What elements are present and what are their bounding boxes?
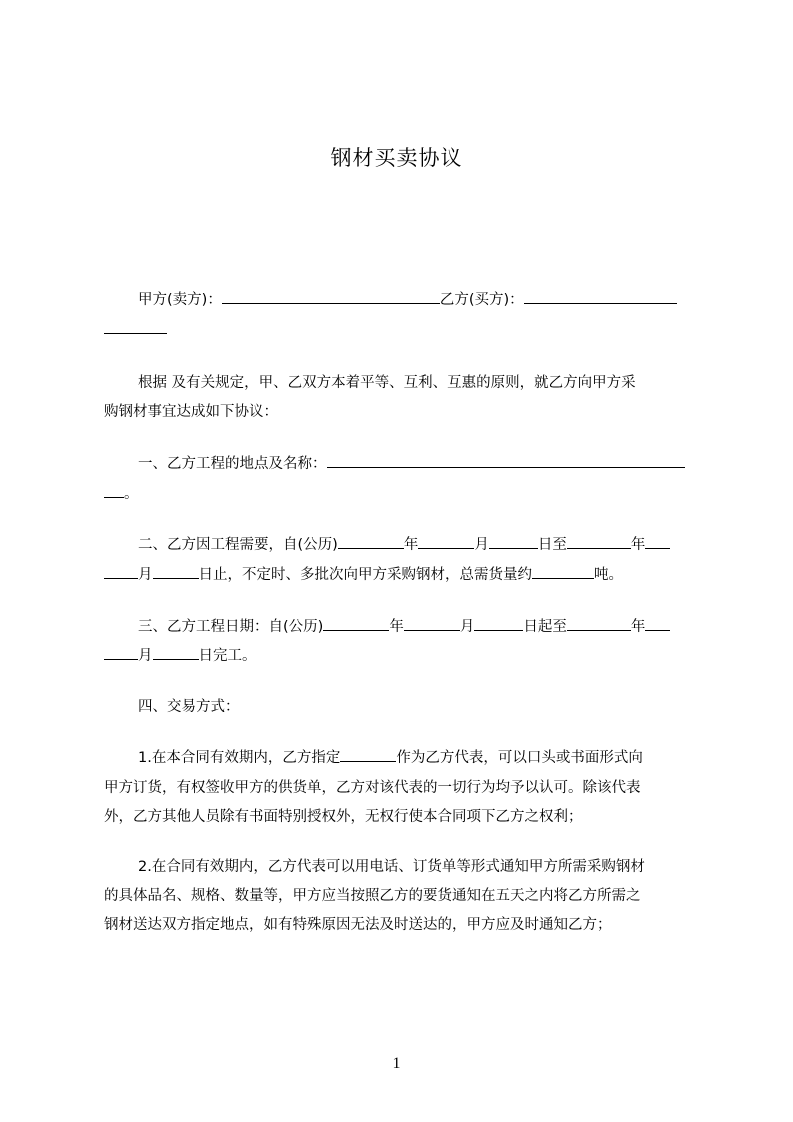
- section-1-label: 一、乙方工程的地点及名称：: [138, 456, 327, 472]
- item-1-line-2: 甲方订货，有权签收甲方的供货单，乙方对该代表的一切行为均予以认可。除该代表: [104, 780, 641, 796]
- section-2-line-1: 二、乙方因工程需要，自(公历) 年 月 日至 年: [104, 528, 704, 563]
- parties-line-2: [104, 313, 704, 348]
- seller-blank: [222, 288, 440, 304]
- buyer-label: 乙方(买方)：: [439, 292, 524, 308]
- start-day-blank: [489, 533, 538, 549]
- item-2-line-2: 的具体品名、规格、数量等，甲方应当按照乙方的要货通知在五天之内将乙方所需之: [104, 888, 641, 904]
- buyer-blank-cont: [104, 318, 167, 334]
- start-year-blank: [338, 533, 404, 549]
- start-month-blank: [418, 533, 474, 549]
- item-1-line-1: 1.在本合同有效期内，乙方指定 作为乙方代表，可以口头或书面形式向: [104, 741, 704, 776]
- end-month-blank-cont: [104, 563, 138, 579]
- intro-line-2: 购钢材事宜达成如下协议：: [104, 404, 278, 420]
- end-day-blank: [153, 563, 199, 579]
- project-start-month-blank: [404, 615, 460, 631]
- project-start-year-blank: [323, 615, 389, 631]
- end-year-blank: [567, 533, 631, 549]
- end-month-blank: [645, 533, 670, 549]
- section-1-line-2: 。: [104, 477, 704, 512]
- project-name-blank: [327, 452, 685, 468]
- item-1-line-3: 外，乙方其他人员除有书面特别授权外，无权行使本合同项下乙方之权利；: [104, 809, 583, 825]
- project-end-day-blank: [153, 644, 199, 660]
- project-end-year-blank: [567, 615, 631, 631]
- tonnage-blank: [532, 563, 594, 579]
- project-start-day-blank: [474, 615, 523, 631]
- project-name-blank-cont: [104, 482, 124, 498]
- item-2-line-3: 钢材送达双方指定地点，如有特殊原因无法及时送达的，甲方应及时通知乙方；: [104, 917, 612, 933]
- item-2-line-1: 2.在合同有效期内，乙方代表可以用电话、订货单等形式通知甲方所需采购钢材: [138, 859, 645, 875]
- section-3-line-2: 月 日完工。: [104, 639, 704, 674]
- buyer-blank: [524, 288, 677, 304]
- section-2-line-2: 月 日止，不定时、多批次向甲方采购钢材，总需货量约 吨。: [104, 558, 704, 593]
- section-3-line-1: 三、乙方工程日期：自(公历) 年 月 日起至 年: [104, 610, 704, 645]
- project-end-month-blank: [645, 615, 670, 631]
- section-4-heading: 四、交易方式：: [138, 699, 240, 715]
- document-title: 钢材买卖协议: [330, 146, 463, 170]
- seller-label: 甲方(卖方)：: [138, 292, 222, 308]
- intro-line-1: 根据 及有关规定，甲、乙双方本着平等、互利、互惠的原则，就乙方向甲方采: [138, 375, 636, 391]
- page-number: 1: [392, 1055, 401, 1072]
- representative-blank: [340, 746, 396, 762]
- project-end-month-blank-cont: [104, 644, 138, 660]
